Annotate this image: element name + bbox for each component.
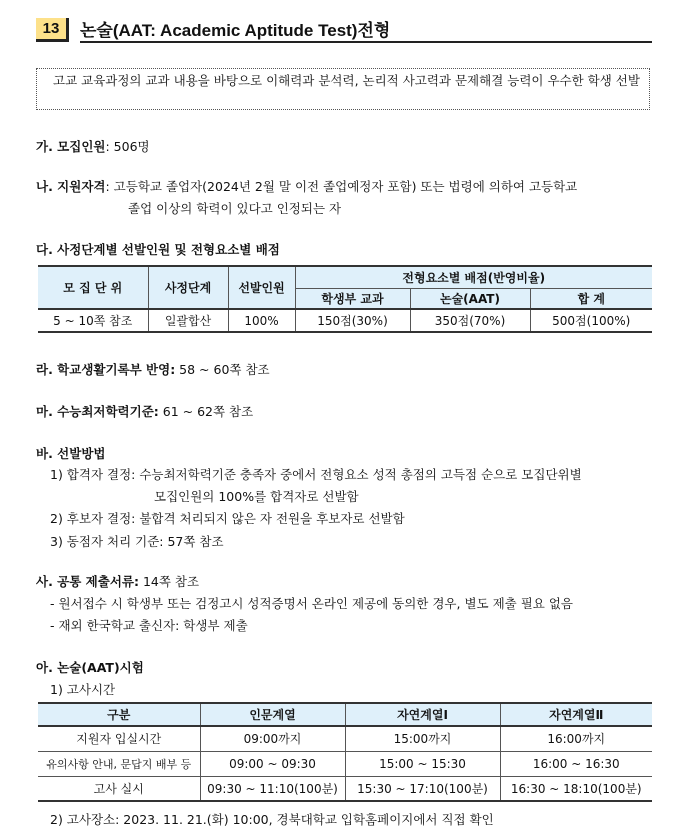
- cell: 16:00까지: [500, 726, 652, 751]
- list-item-continued: 모집인원의 100%를 합격자로 선발함: [154, 489, 359, 504]
- header-cell: 자연계열Ⅰ: [345, 703, 500, 726]
- intro-box: 고교 교육과정의 교과 내용을 바탕으로 이해력과 분석력, 논리적 사고력과 문제해결 능력이 우수한 학생 선발: [36, 68, 650, 110]
- section-value: 14쪽 참조: [138, 574, 200, 589]
- section-value: 58 ~ 60쪽 참조: [175, 362, 270, 377]
- section-da-label: 다. 사정단계별 선발인원 및 전형요소별 배점: [36, 242, 280, 257]
- page-title: 논술(AAT: Academic Aptitude Test)전형: [80, 21, 391, 40]
- cell: 350점(70%): [410, 309, 530, 332]
- table-row: [38, 776, 652, 801]
- section-ma: [36, 402, 253, 420]
- section-value: : 고등학교 졸업자(2024년 2월 말 이전 졸업예정자 포함) 또는 법령에 의하여 고등학교: [105, 179, 578, 194]
- exam-schedule-table: [38, 702, 652, 802]
- cell: 15:00 ~ 15:30: [345, 751, 500, 776]
- title-underline: [80, 41, 652, 43]
- section-na-line2: 졸업 이상의 학력이 있다고 인정되는 자: [128, 201, 342, 216]
- cell: 지원자 입실시간: [38, 726, 200, 751]
- section-ra: [36, 360, 270, 378]
- header-sub: 학생부 교과: [295, 288, 410, 309]
- section-number-badge: 13: [36, 18, 69, 42]
- section-label: 라. 학교생활기록부 반영:: [36, 362, 176, 377]
- section-ga: [36, 137, 150, 155]
- section-ba-label: 바. 선발방법: [36, 446, 106, 461]
- list-item: 2) 후보자 결정: 불합격 처리되지 않은 자 전원을 후보자로 선발함: [50, 511, 405, 526]
- section-label: 사. 공통 제출서류:: [36, 574, 139, 589]
- table-row: [38, 726, 652, 751]
- cell: 15:00까지: [345, 726, 500, 751]
- cell: 500점(100%): [530, 309, 652, 332]
- table-row: [38, 751, 652, 776]
- header-ratio: 선발인원: [228, 266, 295, 309]
- section-value: 61 ~ 62쪽 참조: [158, 404, 254, 419]
- section-sa: [36, 572, 199, 590]
- section-label: 가. 모집인원: [36, 139, 106, 154]
- header-sub: 논술(AAT): [410, 288, 530, 309]
- section-value: : 506명: [105, 139, 150, 154]
- header-group: 전형요소별 배점(반영비율): [295, 266, 652, 288]
- header-cell: 인문계열: [200, 703, 345, 726]
- section-label: 나. 지원자격: [36, 179, 106, 194]
- bullet-item: - 재외 한국학교 출신자: 학생부 제출: [50, 618, 248, 633]
- cell: 09:00까지: [200, 726, 345, 751]
- cell: 16:00 ~ 16:30: [500, 751, 652, 776]
- cell: 150점(30%): [295, 309, 410, 332]
- selection-table: [38, 265, 652, 333]
- cell: 16:30 ~ 18:10(100분): [500, 776, 652, 801]
- cell: 09:00 ~ 09:30: [200, 751, 345, 776]
- cell: 5 ~ 10쪽 참조: [38, 309, 148, 332]
- cell: 고사 실시: [38, 776, 200, 801]
- cell: 09:30 ~ 11:10(100분): [200, 776, 345, 801]
- bullet-item: - 원서접수 시 학생부 또는 검정고시 성적증명서 온라인 제공에 동의한 경우, 별도 제출 필요 없음: [50, 596, 573, 611]
- header-cell: 구분: [38, 703, 200, 726]
- section-label: 마. 수능최저학력기준:: [36, 404, 159, 419]
- table-row: [38, 309, 652, 332]
- header-unit: 모 집 단 위: [38, 266, 148, 309]
- header-cell: 자연계열Ⅱ: [500, 703, 652, 726]
- section-na: [36, 177, 577, 195]
- section-a-label: 아. 논술(AAT)시험: [36, 660, 144, 675]
- cell: 일괄합산: [148, 309, 228, 332]
- subheading: 1) 고사시간: [50, 682, 116, 697]
- cell: 15:30 ~ 17:10(100분): [345, 776, 500, 801]
- header-stage: 사정단계: [148, 266, 228, 309]
- subheading: 2) 고사장소: 2023. 11. 21.(화) 10:00, 경북대학교 입학홈페이지에서 직접 확인: [50, 812, 494, 827]
- list-item: 1) 합격자 결정: 수능최저학력기준 충족자 중에서 전형요소 성적 총점의 고득점 순으로 모집단위별: [50, 467, 582, 482]
- cell: 유의사항 안내, 문답지 배부 등: [38, 751, 200, 776]
- list-item: 3) 동점자 처리 기준: 57쪽 참조: [50, 534, 224, 549]
- cell: 100%: [228, 309, 295, 332]
- header-sub: 합 계: [530, 288, 652, 309]
